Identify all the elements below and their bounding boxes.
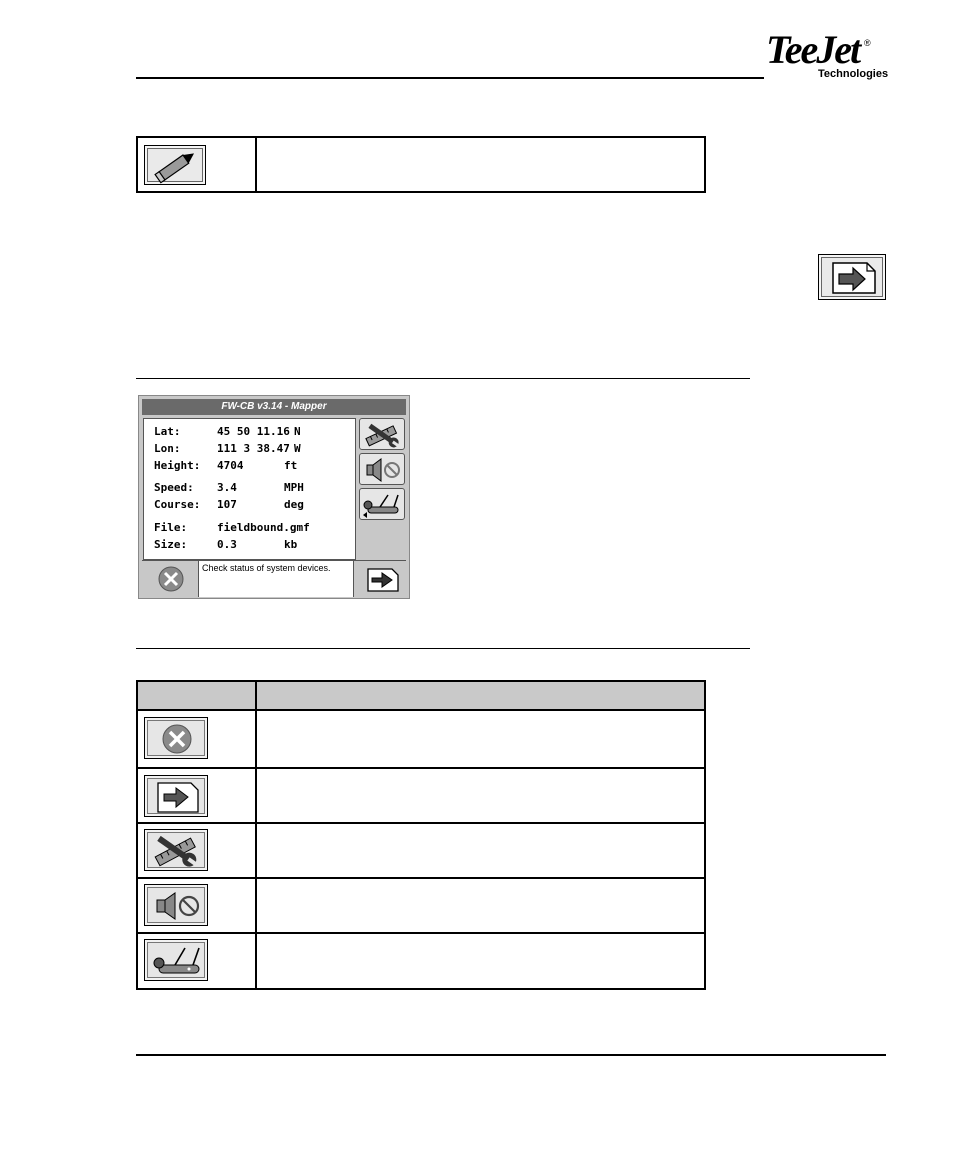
pencil-table — [136, 136, 706, 193]
icons-table — [136, 680, 706, 990]
table-header — [138, 682, 704, 711]
pencil-icon — [144, 145, 206, 185]
next-arrow-icon[interactable] — [366, 567, 400, 593]
status-panel: Lat: 45 50 11.16 N Lon: 111 3 38.47 W Height: 4704 ft Speed: 3.4 MPH Course: 107 deg File: fieldbound.gmf Size: 0.3 kb — [143, 418, 356, 560]
next-arrow-icon — [144, 775, 208, 817]
screen-bottom-bar — [142, 560, 406, 597]
status-message: Check status of system devices. — [198, 561, 354, 597]
row-divider — [138, 822, 704, 824]
section-rule-2 — [136, 648, 750, 649]
cancel-x-icon — [144, 717, 208, 759]
teejet-logo — [766, 27, 896, 82]
section-rule-1 — [136, 378, 750, 379]
speaker-mute-icon — [144, 884, 208, 926]
knife-button[interactable] — [359, 488, 405, 520]
logo-sub: Technologies — [818, 68, 889, 80]
footer-rule — [136, 1054, 886, 1056]
table-divider — [255, 682, 257, 988]
screen-title: FW-CB v3.14 - Mapper — [142, 399, 406, 415]
row-divider — [138, 767, 704, 769]
mute-button[interactable] — [359, 453, 405, 485]
device-screen — [138, 395, 410, 599]
logo-brand: TeeJet — [766, 27, 860, 72]
row-divider — [138, 932, 704, 934]
pocket-knife-icon — [360, 489, 406, 521]
wrench-ruler-icon — [360, 419, 406, 451]
table-divider — [255, 138, 257, 191]
speaker-mute-icon — [360, 454, 406, 486]
next-arrow-icon — [818, 254, 886, 300]
logo-registered: ® — [864, 38, 871, 48]
tools-button[interactable] — [359, 418, 405, 450]
pocket-knife-icon — [144, 939, 208, 981]
wrench-ruler-icon — [144, 829, 208, 871]
header-rule — [136, 77, 764, 79]
cancel-x-icon[interactable] — [156, 564, 186, 594]
row-divider — [138, 877, 704, 879]
